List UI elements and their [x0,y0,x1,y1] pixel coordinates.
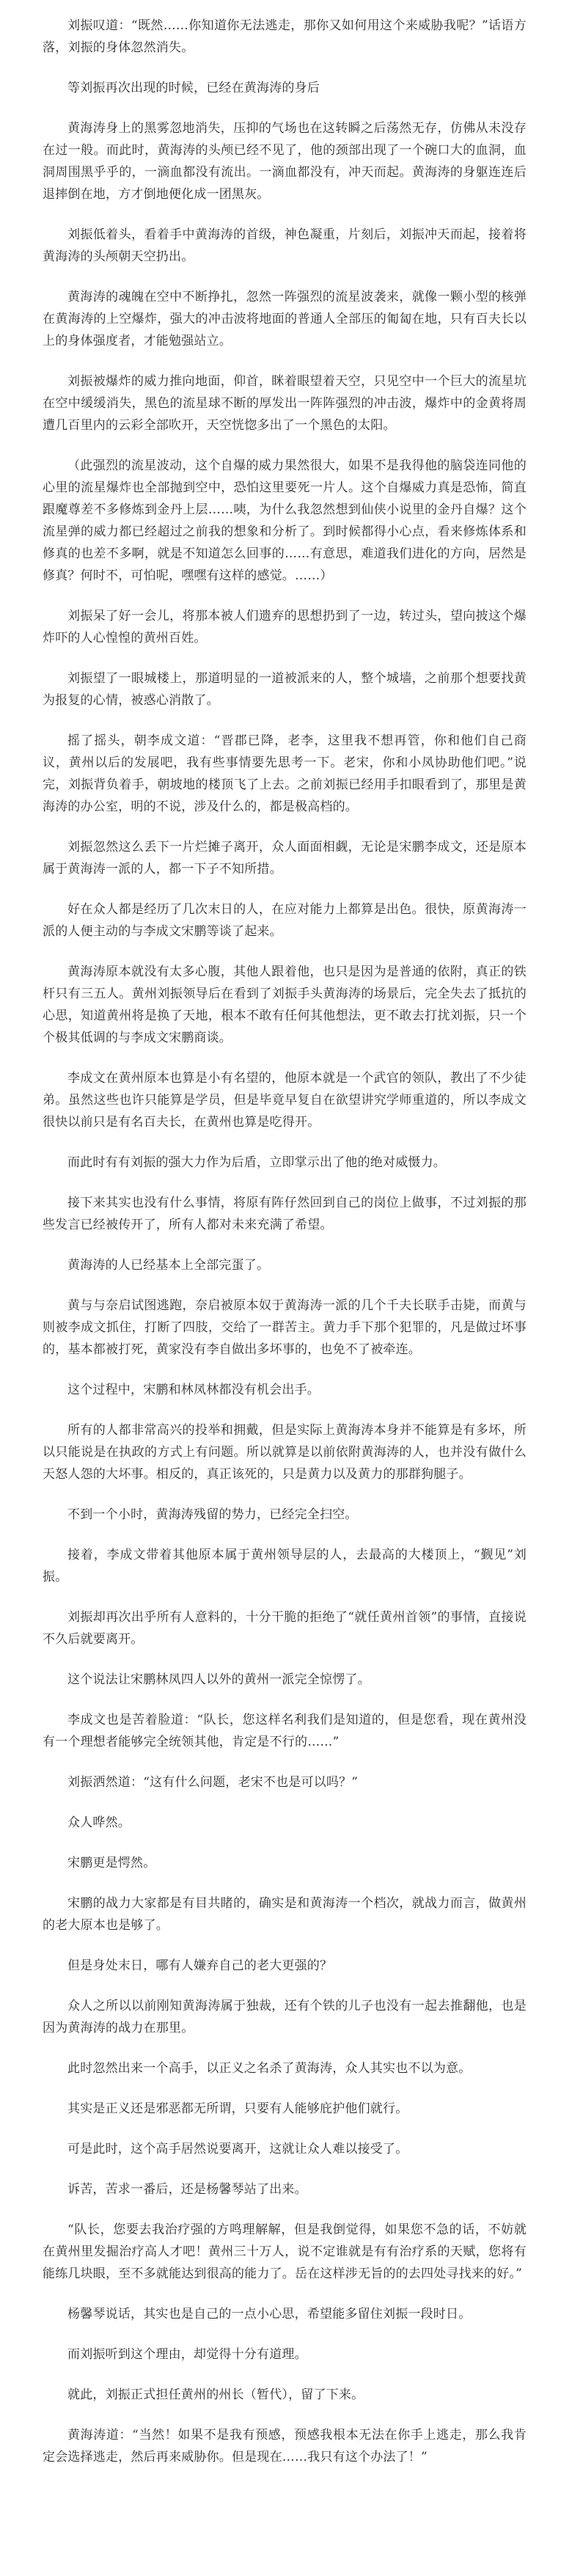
paragraph: 接下来其实也没有什么事情，将原有阵仔然回到自己的岗位上做事，不过刘振的那些发言已经被传开了，所有人都对未来充满了希望。 [43,1196,527,1232]
paragraph: 诉苦，苦求一番后，还是杨馨琴站了出来。 [67,2182,307,2197]
paragraph: 接着，李成文带着其他原本属于黄州领导层的人，去最高的大楼顶上，“觐见”刘振。 [43,1548,527,1584]
paragraph: 刘振洒然道：“这有什么问题，老宋不也是可以吗？” [67,1775,359,1790]
paragraph: 所有的人都非常高兴的投举和拥戴，但是实际上黄海涛本身并不能算是有多坏，所以只能说是在执政的方式上有问题。所以就算是以前依附黄海涛的人，也并没有做什么天怒人怨的大坏事。相反的，真正该死的，只是黄力以及黄力的那群狗腿子。 [43,1423,527,1482]
paragraph: 黄海涛道：“当然！如果不是我有预感，预感我根本无法在你手上逃走，那么我肯定会选择逃走，然后再来威胁你。但是现在……我只有这个办法了！” [43,2428,527,2465]
paragraph: 而刘振听到这个理由，却觉得十分有道理。 [67,2347,307,2362]
paragraph: 李成文在黄州原本也算是小有名望的，他原本就是一个武官的领队，教出了不少徒弟。虽然这些也许只能算是学员，但是毕竟早复自在欲望讲究学师重道的，所以李成文很快以前只是有名百夫长，在黄州也算是吃得开。 [43,1071,527,1130]
paragraph: 摇了摇头，朝李成文道：“晋郡已降，老李，这里我不想再管，你和他们自己商议，黄州以后的发展吧，我有些事情要先思考一下。老宋，你和小凤协助他们吧。”说完，刘振背负着手，朝坡地的楼顶飞了上去。之前刘振已经用手扣眼看到了，那里是黄海涛的办公室，明的不说，涉及什么的，都是极高档的。 [43,733,527,814]
paragraph: 李成文也是苦着脸道：“队长，您这样名利我们是知道的，但是您看，现在黄州没有一个理想者能够完全统领其他，肯定是不行的……” [43,1713,527,1749]
paragraph: 这个过程中，宋鹏和林凤林都没有机会出手。 [67,1383,320,1397]
paragraph: 刘振被爆炸的威力推向地面，仰首，眯着眼望着天空，只见空中一个巨大的流星坑在空中缓缓消失，黑色的流星球不断的厚发出一阵阵强烈的冲击波，爆炸中的金黄将周遭几百里内的云彩全部吹开，天空恍惚多出了一个黑色的太阳。 [43,374,527,433]
paragraph: 刘振叹道：“既然……你知道你无法逃走，那你又如何用这个来威胁我呢？”话语方落，刘振的身体忽然消失。 [43,18,527,55]
paragraph: 黄海涛的人已经基本上全部完蛋了。 [67,1258,270,1273]
paragraph: 刘振低着头，看着手中黄海涛的首级，神色凝重，片刻后，刘振冲天而起，接着将黄海涛的头颅朝天空扔出。 [43,227,527,264]
paragraph: 刘振望了一眼城楼上，那道明显的一道被派来的人，整个城墙，之前那个想要找黄为报复的心情，被惑心消散了。 [43,671,527,708]
paragraph: 等刘振再次出现的时候，已经在黄海涛的身后 [67,81,320,95]
paragraph: 刘振呆了好一会儿，将那本被人们遗弃的思想扔到了一边，转过头，望向披这个爆炸吓的人心惶惶的黄州百姓。 [43,609,527,645]
paragraph: 众人之所以以前刚知黄海涛属于独裁，还有个铁的儿子也没有一起去推翻他，也是因为黄海涛的战力在那里。 [43,1999,527,2035]
paragraph: 而此时有有刘振的强大力作为后盾，立即掌示出了他的绝对威慑力。 [67,1155,446,1170]
paragraph: 就此，刘振正式担任黄州的州长（暂代），留了下来。 [67,2387,364,2402]
paragraph: 黄海涛的魂魄在空中不断挣扎，忽然一阵强烈的流星波袭来，就像一颗小型的核弹在黄海涛的上空爆炸，强大的冲击波将地面的普通人全部压的匍匐在地，只有百夫长以上的身体强度者，才能勉强站立。 [43,290,527,348]
paragraph: 此时忽然出来一个高手，以正义之名杀了黄海涛，众人其实也不以为意。 [67,2061,472,2076]
paragraph: 黄与与奈启试图逃跑，奈启被原本奴于黄海涛一派的几个千夫长联手击毙，而黄与则被李成文抓住，打断了四肢，交给了一群苦主。黄力手下那个犯罪的，凡是做过坏事的，基本都被打死，黄家没有李自做出多坏事的，也免不了被牵连。 [43,1298,527,1357]
paragraph: “队长，您要去我治疗强的方鸣理解解，但是我倒觉得，如果您不急的话，不妨就在黄州里发掘治疗高人才吧！黄州三十万人，说不定谁就是有有治疗系的天赋，您将有能练几块眼，至不多就能达到很高的能力了。岳在这样涉无旨的的去四处寻找来的好。” [43,2222,527,2281]
paragraph: 杨馨琴说话，其实也是自己的一点小心思，希望能多留住刘振一段时日。 [67,2307,472,2321]
paragraph: 但是身处末日，哪有人嫌弃自己的老大更强的？ [67,1958,333,1973]
paragraph: 众人哗然。 [67,1815,131,1830]
paragraph: （此强烈的流星波动，这个自爆的威力果然很大，如果不是我得他的脑袋连同他的心里的流星爆炸也全部抛到空中，恐怕这里要死一片人。这个自爆威力真是恐怖，简直跟魔尊差不多修炼到金丹上层……咦，为什么我忽然想到仙侠小说里的金丹自爆？这个流星弹的威力都已经超过之前我的想象和分析了。到时候都得小心点，看来修炼体系和修真的也差不多啊，就是不知道怎么回事的……有意思，难道我们进化的方向，居然是修真？何时不，可怕呢，嘿嘿有这样的感觉。……） [43,458,527,583]
paragraph: 黄海涛身上的黑雾忽地消失，压抑的气场也在这转瞬之后荡然无存，仿佛从未没存在过一般。而此时，黄海涛的头颅已经不见了，他的颈部出现了一个碗口大的血洞，血洞周围黑乎乎的，一滴血都没有流出。一滴血都没有，冲天而起。黄海涛的身躯连连后退摔倒在地，方才倒地便化成一团黑灰。 [43,121,527,202]
paragraph: 可是此时，这个高手居然说要离开，这就让众人难以接受了。 [67,2142,408,2156]
paragraph: 刘振却再次出乎所有人意料的，十分干脆的拒绝了“就任黄州首领”的事情，直接说不久后就要离开。 [43,1610,527,1647]
paragraph: 宋鹏的战力大家都是有目共睹的，确实是和黄海涛一个档次，就战力而言，做黄州的老大原本也是够了。 [43,1896,527,1933]
paragraph: 黄海涛原本就没有太多心腹，其他人跟着他，也只是因为是普通的依附，真正的铁杆只有三五人。黄州刘振领导后在看到了刘振手头黄海涛的场景后，完全失去了抵抗的心思，知道黄州将是换了天地，根本不敢有任何其他想法，更不敢去打扰刘振，只一个个极其低调的与李成文宋鹏商谈。 [43,965,527,1045]
paragraph: 宋鹏更是愕然。 [67,1856,156,1870]
paragraph: 其实是正义还是邪恶都无所谓，只要有人能够庇护他们就行。 [67,2101,408,2116]
paragraph: 这个说法让宋鹏林凤四人以外的黄州一派完全惊愣了。 [67,1672,370,1687]
paragraph: 不到一个小时，黄海涛残留的势力，已经完全扫空。 [67,1507,358,1522]
paragraph: 好在众人都是经历了几次末日的人，在应对能力上都算是出色。很快，原黄海涛一派的人便主动的与李成文宋鹏等谈了起来。 [43,902,527,939]
paragraph: 刘振忽然这么丢下一片烂摊子离开，众人面面相觑，无论是宋鹏李成文，还是原本属于黄海涛一派的人，都一下子不知所措。 [43,840,527,877]
